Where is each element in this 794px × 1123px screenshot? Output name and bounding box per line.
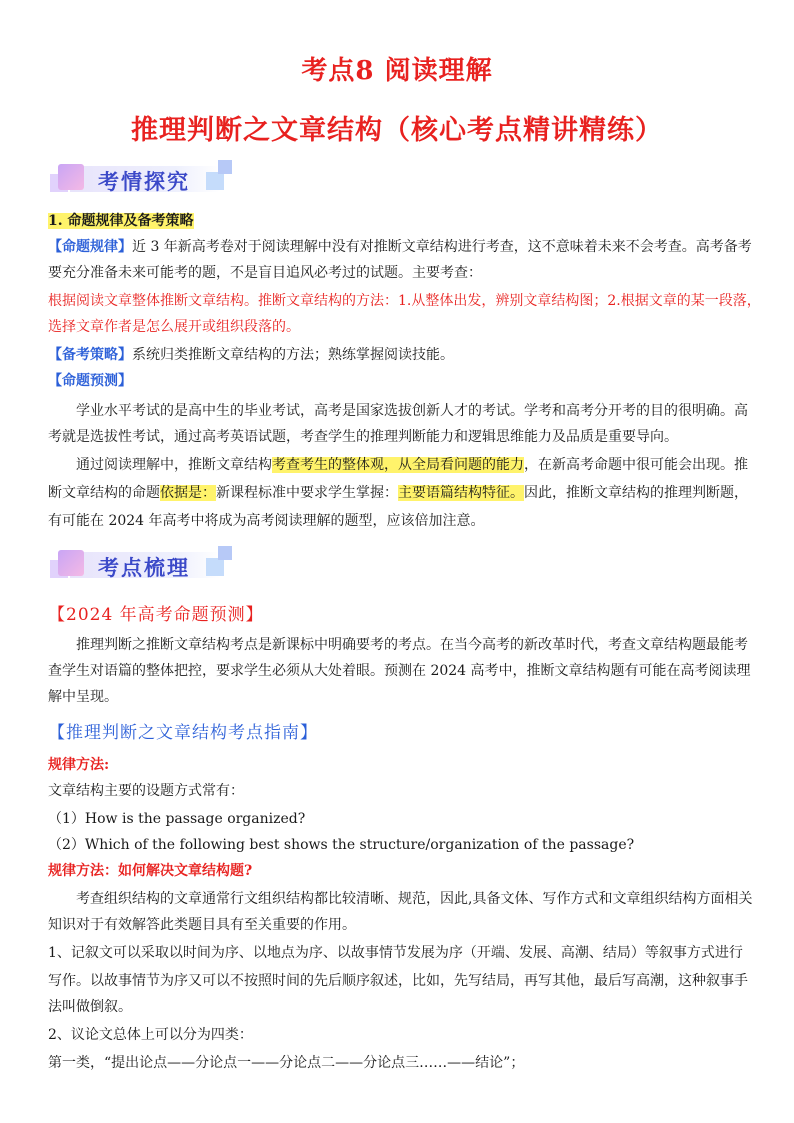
paragraph-line: 写作。以故事情节为序又可以不按照时间的先后顺序叙述，比如，先写结局，再写其他，最后写高潮，这种叙事手 [48,973,748,989]
paragraph-line [48,480,748,506]
paragraph-line: 2、议论文总体上可以分为四类： [48,1027,253,1043]
paragraph-line: 考就是选拔性考试，通过高考英语试题，考查学生的推理判断能力和逻辑思维能力及品质是重要导向。 [48,429,678,445]
paragraph-line [48,234,752,260]
paragraph-line [76,452,748,478]
paragraph-line: 第一类，“提出论点——分论点一——分论点二——分论点三……——结论”； [48,1055,525,1071]
forecast-title: 【2024 年高考命题预测】 [48,605,264,625]
page-title: 考点8 阅读理解 [301,56,493,86]
paragraph-line: 解中呈现。 [48,689,118,705]
paragraph-line [48,342,454,368]
method-label: 规律方法: [48,757,110,773]
text: 因此，推断文章结构的推理判断题， [524,485,748,501]
paragraph-line: 学业水平考试的是高中生的毕业考试，高考是国家选拔创新人才的考试。学考和高考分开考的目的很明确。高 [76,403,748,419]
paragraph-line: 文章结构主要的设题方式常有： [48,783,244,799]
page-subtitle: 推理判断之文章结构（核心考点精讲精练） [131,115,663,146]
highlight-text: 考查考生的整体观，从全局看问题的能力 [272,457,524,473]
text: 断文章结构的命题 [48,485,160,501]
paragraph-line: 考查组织结构的文章通常行文组织结构都比较清晰、规范，因此,具备文体、写作方式和文章组织结构方面相关 [76,891,753,907]
text: 近 3 年新高考卷对于阅读理解中没有对推断文章结构进行考查，这不意味着未来不会考查。高考备考 [132,239,752,255]
banner-label: 考点梳理 [98,556,190,580]
paragraph-line: 要充分准备未来可能考的题，不是盲目追风必考过的试题。主要考查： [48,265,482,281]
paragraph-line: 推理判断之推断文章结构考点是新课标中明确要考的考点。在当今高考的新改革时代，考查文章结构题最能考 [76,637,748,653]
question-item: （2）Which of the following best shows the structure/organization of the passage? [48,837,635,853]
highlight-text: 主要语篇结构特征。 [398,485,524,501]
text: 系统归类推断文章结构的方法；熟练掌握阅读技能。 [132,347,454,363]
banner-label: 考情探究 [98,170,190,194]
question-item: （1）How is the passage organized? [48,811,306,827]
paragraph-line-red: 根据阅读文章整体推断文章结构。推断文章结构的方法：1.从整体出发，辨别文章结构图；2.根据文章的某一段落， [48,293,761,309]
banner-decor-square [218,160,232,174]
section-banner-exploration [48,160,238,200]
paragraph-line: 1、记叙文可以采取以时间为序、以地点为序、以故事情节发展为序（开端、发展、高潮、结局）等叙事方式进行 [48,945,743,961]
section-heading [48,208,194,234]
banner-decor-square [218,546,232,560]
guide-title: 【推理判断之文章结构考点指南】 [48,723,318,743]
banner-decor-square [206,172,224,190]
section-heading-text: 1. 命题规律及备考策略 [48,213,194,229]
label-prediction: 【命题预测】 [48,373,132,389]
label-law: 【命题规律】 [48,239,132,255]
label-prep: 【备考策略】 [48,347,132,363]
paragraph-line: 法叫做倒叙。 [48,999,132,1015]
text: 通过阅读理解中，推断文章结构 [76,457,272,473]
paragraph-line: 有可能在 2024 年高考中将成为高考阅读理解的题型，应该倍加注意。 [48,513,485,529]
highlight-text: 依据是： [160,485,216,501]
section-banner-review [48,546,238,586]
paragraph-line: 查学生对语篇的整体把控，要求学生必须从大处着眼。预测在 2024 高考中，推断文章结构题有可能在高考阅读理 [48,663,751,679]
method-heading: 规律方法：如何解决文章结构题? [48,863,253,879]
paragraph-line: 知识对于有效解答此类题目具有至关重要的作用。 [48,917,356,933]
text: 新课程标准中要求学生掌握： [216,485,398,501]
text: ，在新高考命题中很可能会出现。推 [524,457,748,473]
paragraph-line-red: 选择文章作者是怎么展开或组织段落的。 [48,319,300,335]
banner-decor-square [58,550,84,576]
banner-decor-square [206,558,224,576]
banner-decor-square [58,164,84,190]
